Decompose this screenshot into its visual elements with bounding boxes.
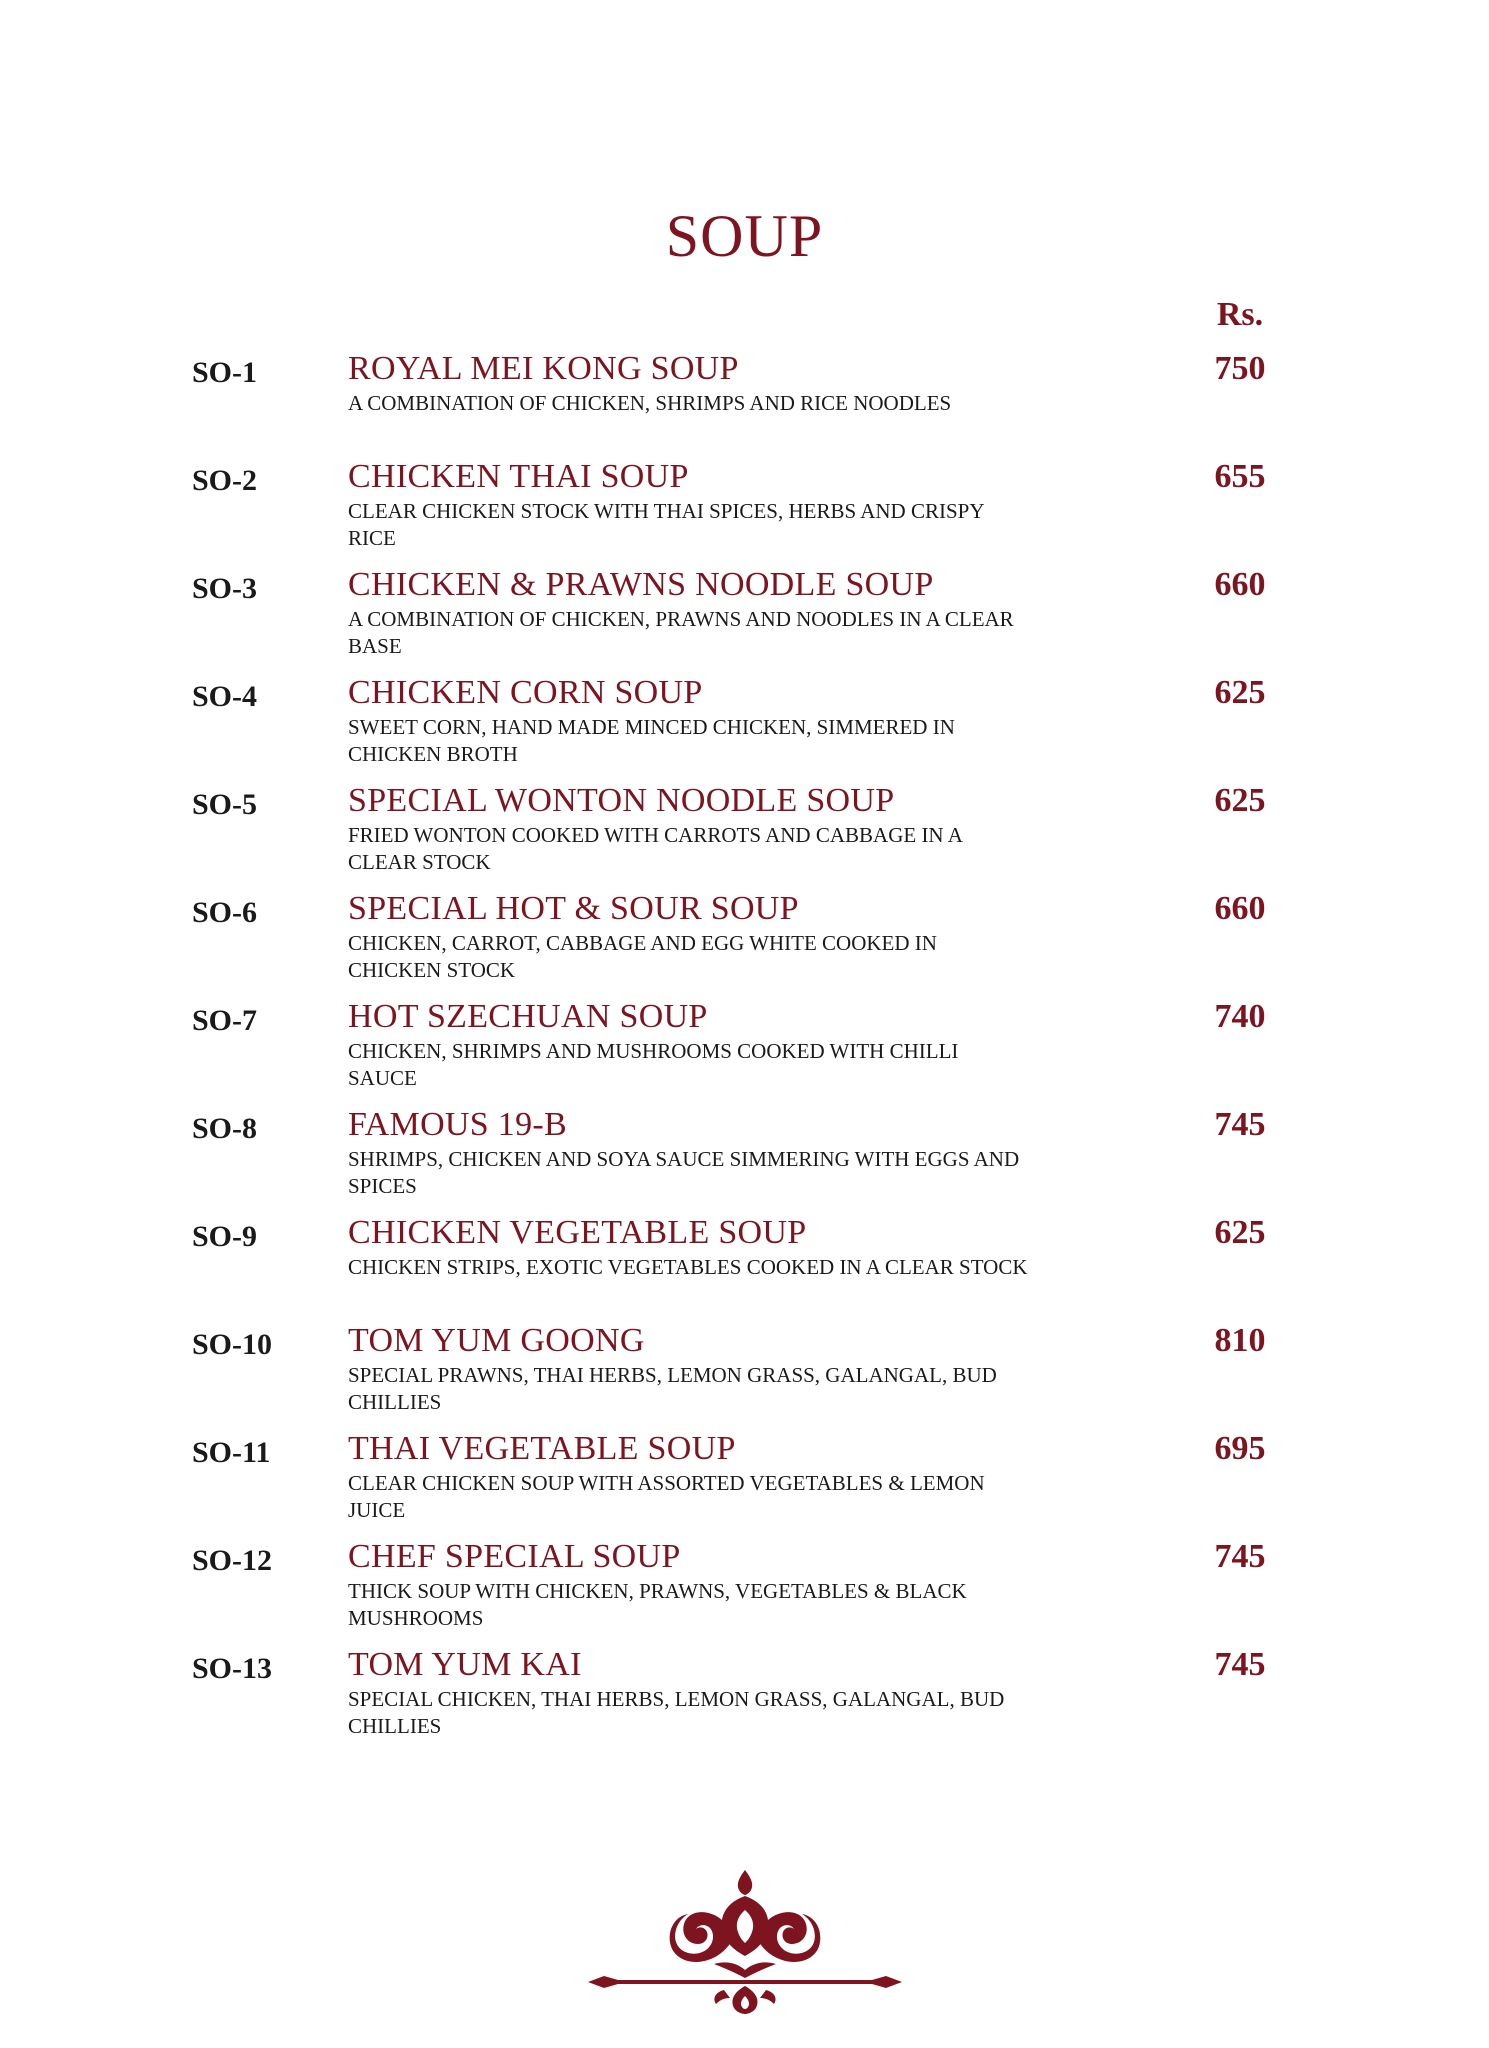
menu-item xyxy=(0,1108,1489,1216)
item-name: THAI VEGETABLE SOUP xyxy=(348,1430,736,1467)
item-name: TOM YUM KAI xyxy=(348,1646,582,1683)
item-code: SO-4 xyxy=(192,680,258,713)
item-description: SPECIAL CHICKEN, THAI HERBS, LEMON GRASS, GALANGAL, BUD CHILLIES xyxy=(348,1687,1005,1738)
item-code: SO-12 xyxy=(192,1544,273,1577)
item-price: 810 xyxy=(1214,1322,1266,1359)
page-title: SOUP xyxy=(665,203,824,269)
menu-item xyxy=(0,1540,1489,1648)
item-code: SO-5 xyxy=(192,788,258,821)
menu-item xyxy=(0,1432,1489,1540)
menu-item xyxy=(0,352,1489,460)
item-name: SPECIAL HOT & SOUR SOUP xyxy=(348,890,799,927)
item-code: SO-13 xyxy=(192,1652,273,1685)
item-description: CHICKEN STRIPS, EXOTIC VEGETABLES COOKED IN A CLEAR STOCK xyxy=(348,1255,1028,1279)
item-code: SO-8 xyxy=(192,1112,258,1145)
menu-item xyxy=(0,1324,1489,1432)
item-description: CLEAR CHICKEN STOCK WITH THAI SPICES, HERBS AND CRISPY RICE xyxy=(348,499,984,550)
item-price: 625 xyxy=(1214,1214,1266,1251)
item-price: 740 xyxy=(1214,998,1266,1035)
item-code: SO-3 xyxy=(192,572,258,605)
menu-item xyxy=(0,784,1489,892)
item-code: SO-10 xyxy=(192,1328,273,1361)
item-code: SO-2 xyxy=(192,464,258,497)
item-description: A COMBINATION OF CHICKEN, PRAWNS AND NOODLES IN A CLEAR BASE xyxy=(348,607,1014,658)
item-name: SPECIAL WONTON NOODLE SOUP xyxy=(348,782,895,819)
item-name: CHICKEN THAI SOUP xyxy=(348,458,689,495)
item-price: 660 xyxy=(1214,890,1266,927)
item-price: 695 xyxy=(1214,1430,1266,1467)
menu-item xyxy=(0,1000,1489,1108)
item-code: SO-7 xyxy=(192,1004,258,1037)
item-price: 745 xyxy=(1214,1106,1266,1143)
item-description: THICK SOUP WITH CHICKEN, PRAWNS, VEGETABLES & BLACK MUSHROOMS xyxy=(348,1579,967,1630)
menu-item xyxy=(0,676,1489,784)
item-name: ROYAL MEI KONG SOUP xyxy=(348,350,739,387)
item-code: SO-6 xyxy=(192,896,258,929)
item-price: 625 xyxy=(1214,782,1266,819)
item-price: 745 xyxy=(1214,1646,1266,1683)
item-description: SHRIMPS, CHICKEN AND SOYA SAUCE SIMMERING WITH EGGS AND SPICES xyxy=(348,1147,1020,1198)
item-price: 745 xyxy=(1214,1538,1266,1575)
item-description: SWEET CORN, HAND MADE MINCED CHICKEN, SIMMERED IN CHICKEN BROTH xyxy=(348,715,955,766)
item-price: 655 xyxy=(1214,458,1266,495)
item-price: 750 xyxy=(1214,350,1266,387)
item-code: SO-1 xyxy=(192,356,258,389)
menu-item-list xyxy=(0,352,1489,1756)
item-description: A COMBINATION OF CHICKEN, SHRIMPS AND RICE NOODLES xyxy=(348,391,952,415)
item-description: FRIED WONTON COOKED WITH CARROTS AND CABBAGE IN A CLEAR STOCK xyxy=(348,823,962,874)
menu-item xyxy=(0,892,1489,1000)
menu-item xyxy=(0,460,1489,568)
item-name: CHICKEN & PRAWNS NOODLE SOUP xyxy=(348,566,934,603)
item-name: CHICKEN VEGETABLE SOUP xyxy=(348,1214,807,1251)
fleur-de-lis-ornament-icon xyxy=(584,1868,906,2016)
item-price: 625 xyxy=(1214,674,1266,711)
item-description: SPECIAL PRAWNS, THAI HERBS, LEMON GRASS, GALANGAL, BUD CHILLIES xyxy=(348,1363,997,1414)
item-name: TOM YUM GOONG xyxy=(348,1322,645,1359)
price-column-header: Rs. xyxy=(1216,296,1264,333)
item-description: CHICKEN, CARROT, CABBAGE AND EGG WHITE COOKED IN CHICKEN STOCK xyxy=(348,931,937,982)
item-name: CHICKEN CORN SOUP xyxy=(348,674,703,711)
item-name: CHEF SPECIAL SOUP xyxy=(348,1538,681,1575)
item-code: SO-9 xyxy=(192,1220,258,1253)
item-price: 660 xyxy=(1214,566,1266,603)
item-name: HOT SZECHUAN SOUP xyxy=(348,998,708,1035)
item-name: FAMOUS 19-B xyxy=(348,1106,567,1143)
menu-item xyxy=(0,1216,1489,1324)
item-description: CHICKEN, SHRIMPS AND MUSHROOMS COOKED WITH CHILLI SAUCE xyxy=(348,1039,959,1090)
menu-item xyxy=(0,1648,1489,1756)
item-description: CLEAR CHICKEN SOUP WITH ASSORTED VEGETABLES & LEMON JUICE xyxy=(348,1471,985,1522)
menu-item xyxy=(0,568,1489,676)
item-code: SO-11 xyxy=(192,1436,271,1469)
